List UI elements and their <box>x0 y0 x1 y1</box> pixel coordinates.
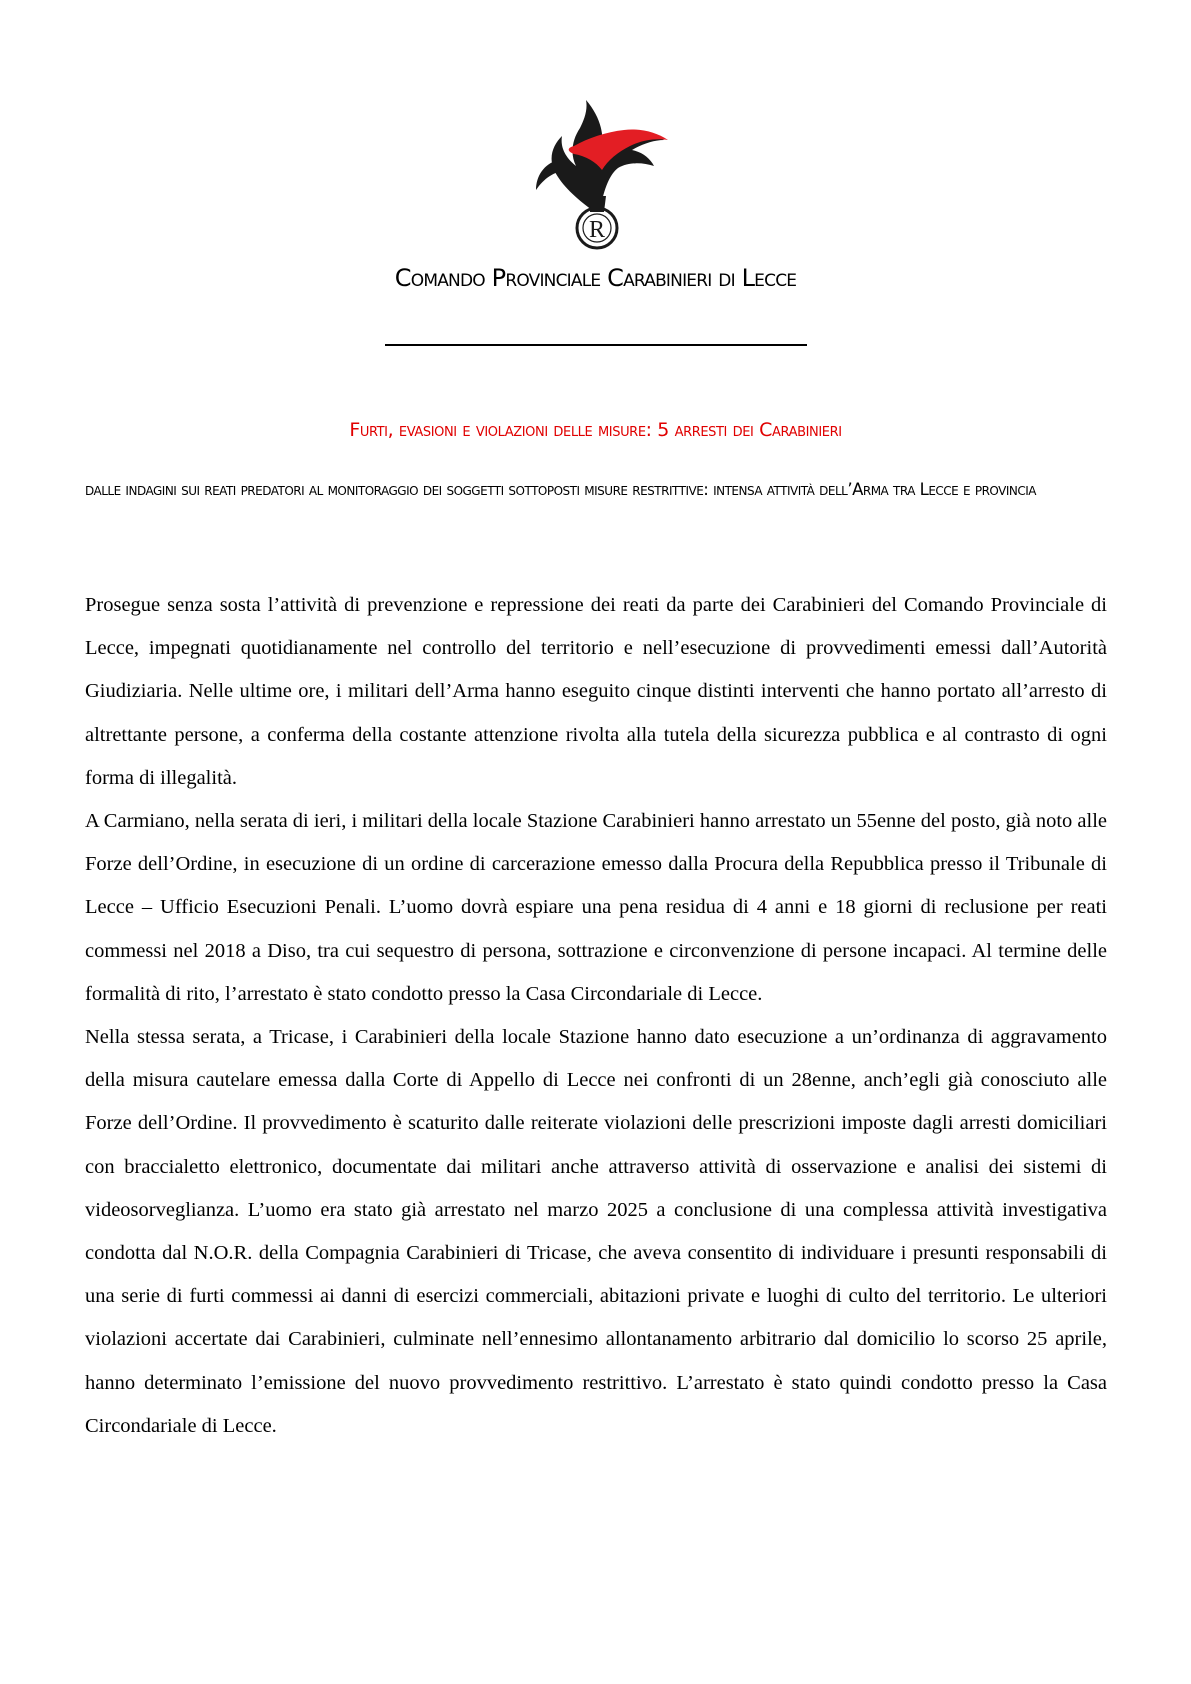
article-paragraph-2: A Carmiano, nella serata di ieri, i militari della locale Stazione Carabinieri hanno arrestato un 55enne del posto, già noto alle Forze dell’Ordine, in esecuzione di un ordine di carcerazione emesso dalla Procura della Repubblica presso il Tribunale di Lecce – Ufficio Esecuzioni Penali. L’uomo dovrà espiare una pena residua di 4 anni e 18 giorni di reclusione per reati commessi nel 2018 a Diso, tra cui sequestro di persona, sottrazione e circonvenzione di persone incapaci. Al termine delle formalità di rito, l’arrestato è stato condotto presso la Casa Circondariale di Lecce. <box>85 810 1107 1005</box>
article-body <box>85 584 1107 1448</box>
article-headline: Furti, evasioni e violazioni delle misure: 5 arresti dei Carabinieri <box>349 419 842 441</box>
organization-title: Comando Provinciale Carabinieri di Lecce <box>394 264 797 292</box>
article-paragraph-1: Prosegue senza sosta l’attività di prevenzione e repressione dei reati da parte dei Carabinieri del Comando Provinciale di Lecce, impegnati quotidianamente nel controllo del territorio e nell’esecuzione di provvedimenti emessi dall’Autorità Giudiziaria. Nelle ultime ore, i militari dell’Arma hanno eseguito cinque distinti interventi che hanno portato all’arresto di altrettante persone, a conferma della costante attenzione rivolta alla tutela della sicurezza pubblica e al contrasto di ogni forma di illegalità. <box>85 594 1107 789</box>
carabinieri-logo-icon <box>514 100 680 250</box>
article-paragraph-3: Nella stessa serata, a Tricase, i Carabinieri della locale Stazione hanno dato esecuzione a un’ordinanza di aggravamento della misura cautelare emessa dalla Corte di Appello di Lecce nei confronti di un 28enne, anch’egli già conosciuto alle Forze dell’Ordine. Il provvedimento è scaturito dalle reiterate violazioni delle prescrizioni imposte dagli arresti domiciliari con braccialetto elettronico, documentate dai militari anche attraverso attività di osservazione e analisi dei sistemi di videosorveglianza. L’uomo era stato già arrestato nel marzo 2025 a conclusione di una complessa attività investigativa condotta dal N.O.R. della Compagnia Carabinieri di Tricase, che aveva consentito di individuare i presunti responsabili di una serie di furti commessi ai danni di esercizi commerciali, abitazioni private e luoghi di culto del territorio. Le ulteriori violazioni accertate dai Carabinieri, culminate nell’ennesimo allontanamento arbitrario dal domicilio lo scorso 25 aprile, hanno determinato l’emissione del nuovo provvedimento restrittivo. L’arrestato è stato quindi condotto presso la Casa Circondariale di Lecce. <box>85 1026 1107 1437</box>
grenade-monogram: R <box>588 217 606 243</box>
header-divider <box>385 344 807 346</box>
article-subheadline: dalle indagini sui reati predatori al monitoraggio dei soggetti sottoposti misure restrittive: intensa attività dell’Arma tra Lecce e provincia <box>85 480 1036 499</box>
